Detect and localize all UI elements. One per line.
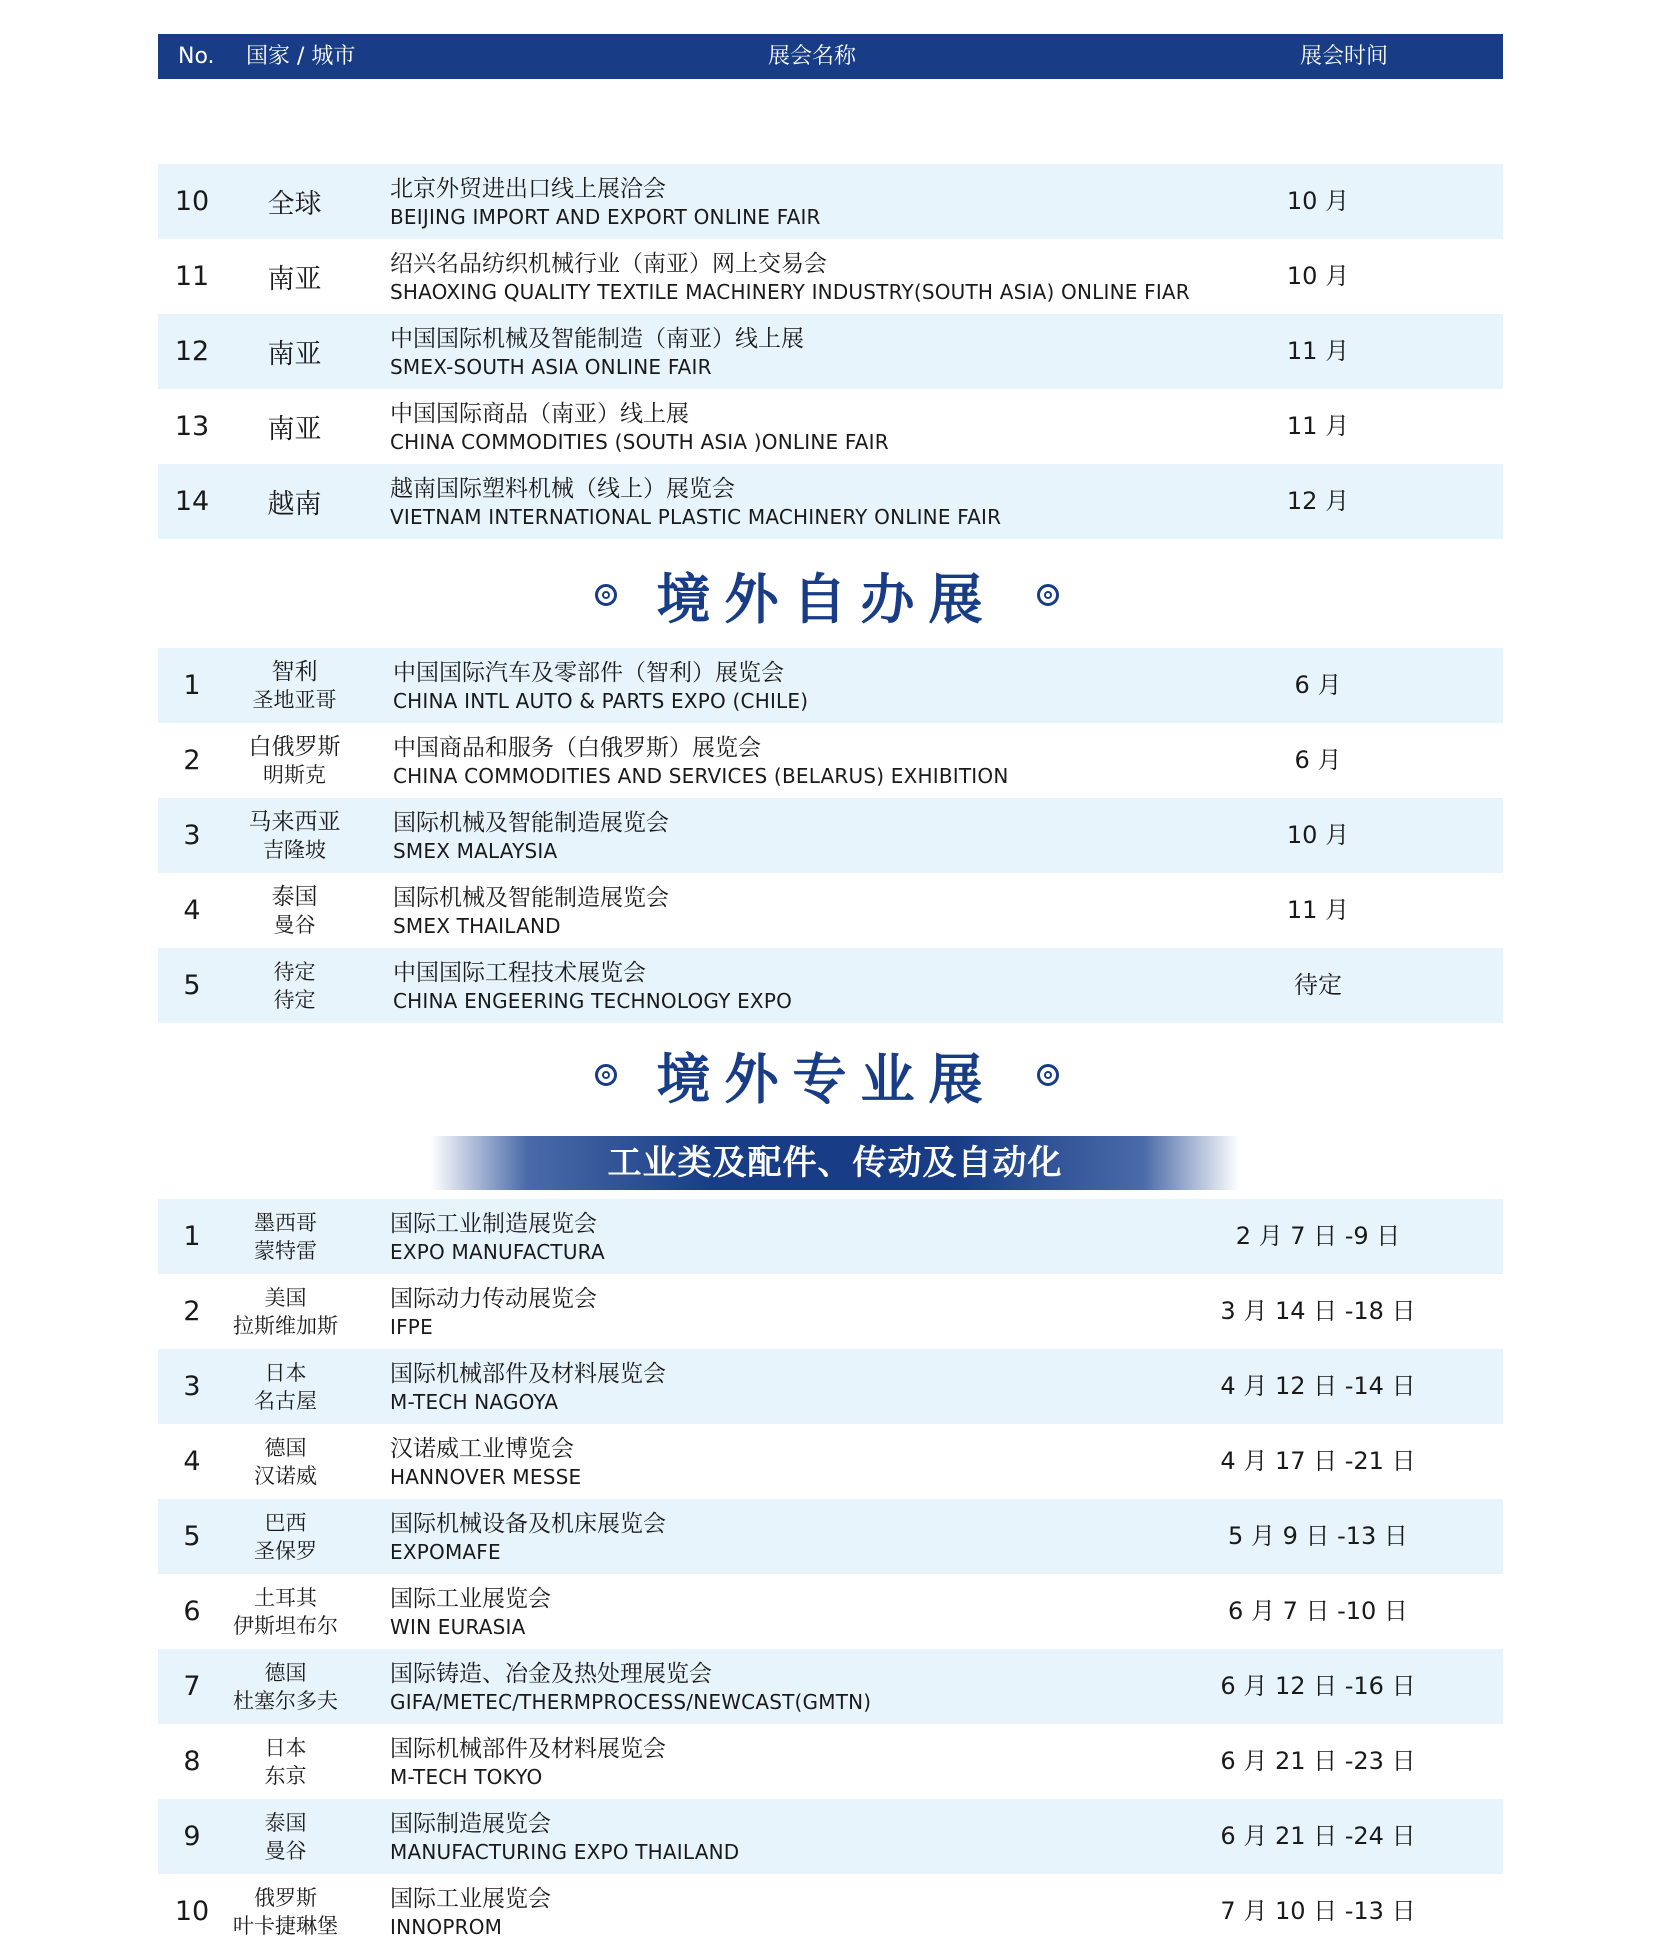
table-row [158,948,1503,1023]
row-name-zh: 国际机械部件及材料展览会 [390,1735,666,1762]
row-no: 1 [183,1221,201,1252]
ring-icon [1037,584,1059,606]
row-time: 7 月 10 日 -13 日 [1220,1897,1416,1925]
row-time: 6 月 12 日 -16 日 [1220,1672,1416,1700]
row-country: 泰国 [264,1810,307,1835]
table-row [158,1649,1503,1724]
table-row [158,1424,1503,1499]
row-city: 拉斯维加斯 [233,1313,338,1338]
row-name [393,723,1008,798]
row-city: 明斯克 [263,762,326,787]
row-city: 东京 [264,1763,307,1788]
row-country: 智利 [271,658,318,685]
row-name [390,164,821,239]
row-city: 待定 [273,987,316,1012]
table-row [158,648,1503,723]
header-name: 展会名称 [768,44,857,69]
row-no: 5 [183,1521,201,1552]
row-name-zh: 国际制造展览会 [390,1810,551,1837]
row-country: 德国 [264,1435,307,1460]
row-time: 11 月 [1286,337,1350,365]
row-city: 名古屋 [254,1388,317,1413]
table-row [158,464,1503,539]
self-fairs-table [158,648,1503,1023]
table-row [158,723,1503,798]
table-row [158,389,1503,464]
table-header [158,34,1503,79]
row-name-en: HANNOVER MESSE [390,1464,582,1489]
row-city: 伊斯坦布尔 [233,1613,338,1638]
row-name-zh: 绍兴名品纺织机械行业（南亚）网上交易会 [390,250,827,277]
header-time: 展会时间 [1300,44,1389,69]
row-location [226,798,363,873]
section-title-text: 境外专业展 [656,1047,997,1111]
row-name [390,314,804,389]
header-country: 国家 / 城市 [246,44,356,69]
row-country: 日本 [264,1360,307,1385]
row-name [390,1574,551,1649]
row-name-en: SHAOXING QUALITY TEXTILE MACHINERY INDUSTRY(SOUTH ASIA) ONLINE FIAR [390,279,1190,304]
row-location [226,948,363,1023]
row-no: 5 [183,970,201,1001]
header-no: No. [178,44,215,69]
row-country: 待定 [273,959,316,984]
row-name-zh: 国际机械设备及机床展览会 [390,1510,666,1537]
row-name-zh: 国际工业展览会 [390,1885,551,1912]
row-name [390,1724,666,1799]
row-time: 12 月 [1286,487,1350,515]
row-no: 13 [174,411,210,442]
row-no: 6 [183,1596,201,1627]
row-name-en: CHINA ENGEERING TECHNOLOGY EXPO [393,988,793,1013]
table-row [158,239,1503,314]
row-location [226,723,363,798]
row-location [208,1424,363,1499]
row-name-en: M-TECH TOKYO [390,1764,543,1789]
row-no: 8 [183,1746,201,1777]
row-no: 4 [183,895,201,926]
row-name-en: M-TECH NAGOYA [390,1389,559,1414]
row-country: 德国 [264,1660,307,1685]
row-name-en: WIN EURASIA [390,1614,526,1639]
row-location [208,1199,363,1274]
row-name-en: BEIJING IMPORT AND EXPORT ONLINE FAIR [390,204,821,229]
row-no: 12 [174,336,210,367]
row-no: 2 [183,1296,201,1327]
row-country: 俄罗斯 [254,1885,317,1910]
row-name-zh: 国际工业制造展览会 [390,1210,597,1237]
table-row [158,1799,1503,1874]
row-no: 3 [183,820,201,851]
row-no: 10 [174,1896,210,1927]
row-name-zh: 国际工业展览会 [390,1585,551,1612]
row-time: 5 月 9 日 -13 日 [1228,1522,1408,1550]
row-name-en: CHINA COMMODITIES AND SERVICES (BELARUS) EXHIBITION [393,763,1009,788]
section-title-self [0,560,1653,630]
row-time: 11 月 [1286,412,1350,440]
row-name-en: MANUFACTURING EXPO THAILAND [390,1839,740,1864]
row-no: 3 [183,1371,201,1402]
row-time: 4 月 12 日 -14 日 [1220,1372,1416,1400]
row-name-en: CHINA INTL AUTO & PARTS EXPO (CHILE) [393,688,809,713]
row-time: 6 月 [1294,746,1342,774]
row-name [390,464,1001,539]
row-location [208,1349,363,1424]
row-name [390,1349,666,1424]
row-location [208,1799,363,1874]
row-time: 10 月 [1286,821,1350,849]
row-name [393,648,808,723]
row-location [226,648,363,723]
row-name-en: CHINA COMMODITIES (SOUTH ASIA )ONLINE FAIR [390,429,889,454]
row-no: 2 [183,745,201,776]
row-location [226,873,363,948]
row-name-en: SMEX MALAYSIA [393,838,558,863]
row-city: 汉诺威 [254,1463,317,1488]
row-location [208,1574,363,1649]
row-name [390,1499,666,1574]
table-row [158,164,1503,239]
section-title-pro [0,1040,1653,1110]
row-time: 11 月 [1286,896,1350,924]
row-time: 待定 [1294,971,1342,999]
row-name [393,873,669,948]
row-name-en: SMEX-SOUTH ASIA ONLINE FAIR [390,354,712,379]
row-country: 土耳其 [254,1585,317,1610]
online-fairs-table [158,164,1503,539]
row-name [390,389,889,464]
row-name-en: VIETNAM INTERNATIONAL PLASTIC MACHINERY ONLINE FAIR [390,504,1002,529]
row-location [208,1499,363,1574]
row-no: 10 [174,186,210,217]
row-name-en: GIFA/METEC/THERMPROCESS/NEWCAST(GMTN) [390,1689,872,1714]
row-name-zh: 中国商品和服务（白俄罗斯）展览会 [393,734,761,761]
row-name [390,1199,605,1274]
row-name [390,239,1190,314]
row-name-zh: 中国国际商品（南亚）线上展 [390,400,689,427]
row-name [393,798,669,873]
row-city: 曼谷 [264,1838,307,1863]
row-location [208,1274,363,1349]
row-name-zh: 中国国际汽车及零部件（智利）展览会 [393,659,784,686]
row-name-zh: 中国国际机械及智能制造（南亚）线上展 [390,325,804,352]
row-name-zh: 北京外贸进出口线上展洽会 [390,175,666,202]
row-city: 蒙特雷 [254,1238,317,1263]
row-time: 6 月 7 日 -10 日 [1228,1597,1408,1625]
row-time: 10 月 [1286,187,1350,215]
table-row [158,1274,1503,1349]
row-name [390,1799,739,1874]
row-country: 南亚 [267,414,322,445]
table-row [158,314,1503,389]
table-row [158,798,1503,873]
table-row [158,1724,1503,1799]
table-row [158,1349,1503,1424]
row-city: 叶卡捷琳堡 [233,1913,338,1938]
row-name-en: EXPO MANUFACTURA [390,1239,605,1264]
row-name-en: INNOPROM [390,1914,503,1939]
row-country: 巴西 [264,1510,307,1535]
row-city: 圣保罗 [254,1538,317,1563]
row-name-zh: 国际机械及智能制造展览会 [393,884,669,911]
row-no: 14 [174,486,210,517]
row-name-zh: 国际铸造、冶金及热处理展览会 [390,1660,712,1687]
row-country: 美国 [264,1285,307,1310]
row-no: 1 [183,670,201,701]
row-time: 6 月 21 日 -24 日 [1220,1822,1416,1850]
ring-icon [595,584,617,606]
row-name [393,948,792,1023]
row-name-en: IFPE [390,1314,433,1339]
row-time: 10 月 [1286,262,1350,290]
row-location [208,1724,363,1799]
row-country: 南亚 [267,264,322,295]
row-country: 泰国 [271,883,318,910]
row-no: 4 [183,1446,201,1477]
row-no: 9 [183,1821,201,1852]
row-time: 3 月 14 日 -18 日 [1220,1297,1416,1325]
row-country: 墨西哥 [254,1210,317,1235]
row-time: 6 月 [1294,671,1342,699]
row-name [390,1649,871,1724]
row-name-zh: 国际动力传动展览会 [390,1285,597,1312]
row-name-en: EXPOMAFE [390,1539,501,1564]
row-country: 南亚 [267,339,322,370]
row-name-zh: 汉诺威工业博览会 [390,1435,574,1462]
row-name [390,1424,581,1499]
row-name [390,1274,597,1349]
row-name-en: SMEX THAILAND [393,913,561,938]
section-title-text: 境外自办展 [656,567,997,631]
row-name-zh: 越南国际塑料机械（线上）展览会 [390,475,735,502]
table-row [158,1574,1503,1649]
row-time: 2 月 7 日 -9 日 [1235,1222,1401,1250]
row-time: 6 月 21 日 -23 日 [1220,1747,1416,1775]
row-name-zh: 国际机械部件及材料展览会 [390,1360,666,1387]
row-no: 7 [183,1671,201,1702]
ring-icon [1037,1064,1059,1086]
row-city: 圣地亚哥 [252,687,337,712]
row-city: 杜塞尔多夫 [233,1688,338,1713]
row-no: 11 [174,261,210,292]
row-country: 全球 [267,189,322,220]
row-city: 吉隆坡 [263,837,326,862]
row-name-zh: 中国国际工程技术展览会 [393,959,646,986]
table-row [158,1499,1503,1574]
ring-icon [595,1064,617,1086]
pro-fairs-table [158,1199,1503,1949]
row-country: 马来西亚 [248,808,341,835]
table-row [158,1199,1503,1274]
row-country: 白俄罗斯 [248,733,341,760]
category-banner: 工业类及配件、传动及自动化 [430,1136,1240,1190]
row-name-zh: 国际机械及智能制造展览会 [393,809,669,836]
table-row [158,873,1503,948]
row-location [208,1649,363,1724]
row-time: 4 月 17 日 -21 日 [1220,1447,1416,1475]
row-country: 越南 [267,489,322,520]
row-city: 曼谷 [273,912,316,937]
row-country: 日本 [264,1735,307,1760]
